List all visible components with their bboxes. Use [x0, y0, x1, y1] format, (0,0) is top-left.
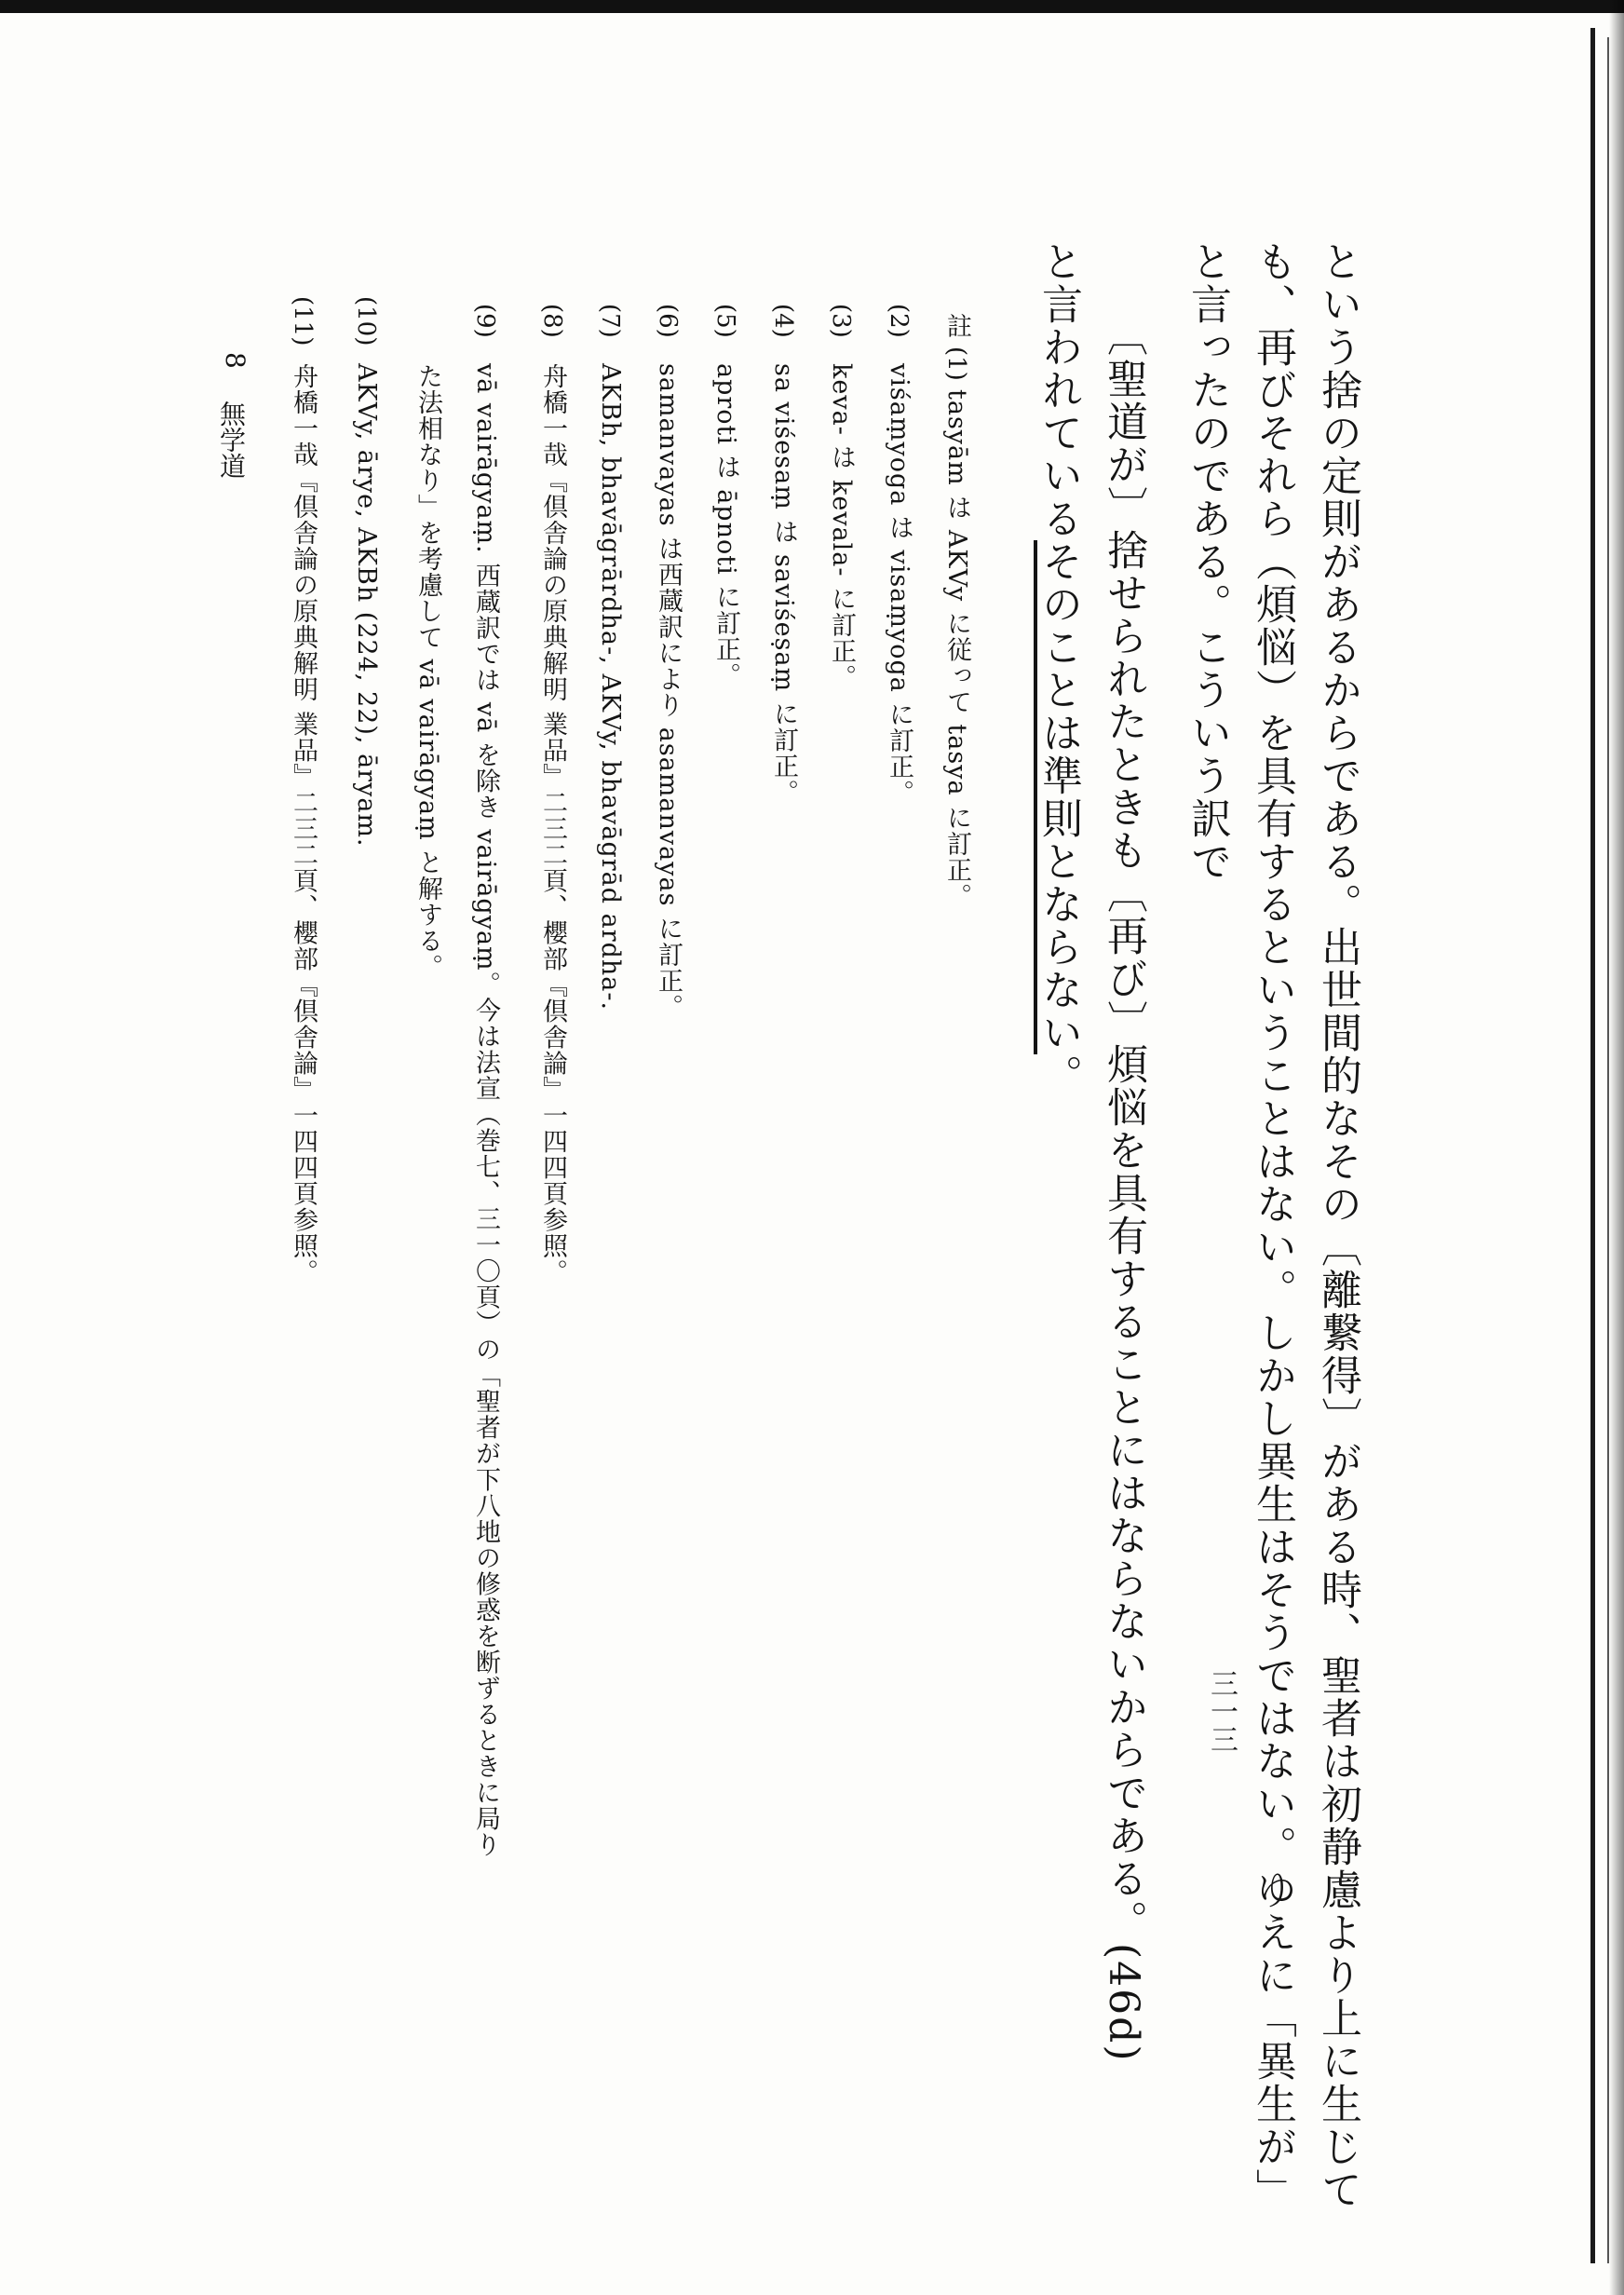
note-number-11: (11) — [289, 296, 317, 346]
note-number-1: (1) — [942, 346, 970, 381]
note-number-2: (2) — [885, 304, 913, 338]
note-number-4: (4) — [769, 304, 797, 338]
note-text-7: AKBh, bhavāgrārdha-, AKVy, bhavāgrād ardha-. — [596, 363, 625, 1012]
main-text-line-5 — [1035, 240, 1082, 1097]
note-text-10: AKVy, ārye, AKBh (224, 22), āryam. — [352, 363, 381, 848]
main-text-line-2: も、再びそれら（煩悩）を具有するということはない。しかし異生はそうではない。ゆえに「異生が」 — [1249, 240, 1296, 2211]
note-number-5: (5) — [711, 304, 739, 338]
note-number-6: (6) — [654, 304, 682, 338]
main-text-pre: と言われている — [1035, 240, 1082, 540]
page-number: 三一三 — [1205, 1669, 1238, 1753]
binding-edge-line — [1590, 28, 1595, 2263]
note-text-4: sa viśesaṃ は saviśeṣaṃ に訂正。 — [769, 363, 798, 806]
note-number-7: (7) — [596, 304, 624, 338]
note-number-3: (3) — [827, 304, 855, 338]
note-text-5: aproti は āpnoti に訂正。 — [711, 363, 740, 689]
main-text-underlined: そのことは準則とならない — [1035, 540, 1082, 1054]
top-scan-border — [0, 0, 1624, 13]
note-text-9: vā vairāgyaṃ. 西蔵訳では vā を除き vairāgyaṃ。今は法宣（巻七、三一〇頁）の「聖者が下八地の修惑を断ずるときに局り — [471, 363, 500, 1858]
note-number-9: (9) — [471, 304, 499, 338]
note-text-3: keva- は kevala- に訂正。 — [827, 363, 856, 691]
note-number-8: (8) — [538, 304, 566, 338]
note-text-2: viśaṃyoga は visaṃyoga に訂正。 — [885, 363, 914, 807]
main-text-line-3: と言ったのである。こういう訳で — [1184, 240, 1231, 883]
footer-chapter-number: 8 — [220, 352, 250, 369]
note-text-11: 舟橋一哉『倶舎論の原典解明 業品』二三二頁、櫻部『倶舎論』一四四頁参照。 — [289, 363, 318, 1285]
main-text-line-4: 〔聖道が〕捨せられたときも〔再び〕煩悩を具有することにはならないからである。(46d) — [1100, 315, 1147, 2063]
note-text-8: 舟橋一哉『倶舎論の原典解明 業品』二三二頁、櫻部『倶舎論』一四四頁参照。 — [538, 363, 567, 1285]
note-number-10: (10) — [352, 296, 380, 346]
note-text-6: samanvayas は西蔵訳により asamanvayas に訂正。 — [654, 363, 683, 1021]
notes-heading: 註 — [942, 313, 971, 338]
footer-chapter-title: 無学道 — [216, 401, 247, 479]
scan-edge-shadow — [1609, 0, 1624, 2295]
main-text-line-1: という捨の定則があるからである。出世間的なその〔離繋得〕がある時、聖者は初静慮より上に生じて — [1314, 240, 1361, 2211]
note-text-1: tasyām は AKVy に従って tasya に訂正。 — [942, 389, 971, 910]
main-text-post: 。 — [1035, 1054, 1082, 1097]
note-text-9-continued: た法相なり」を考慮して vā vairāgyaṃ と解する。 — [413, 363, 442, 981]
